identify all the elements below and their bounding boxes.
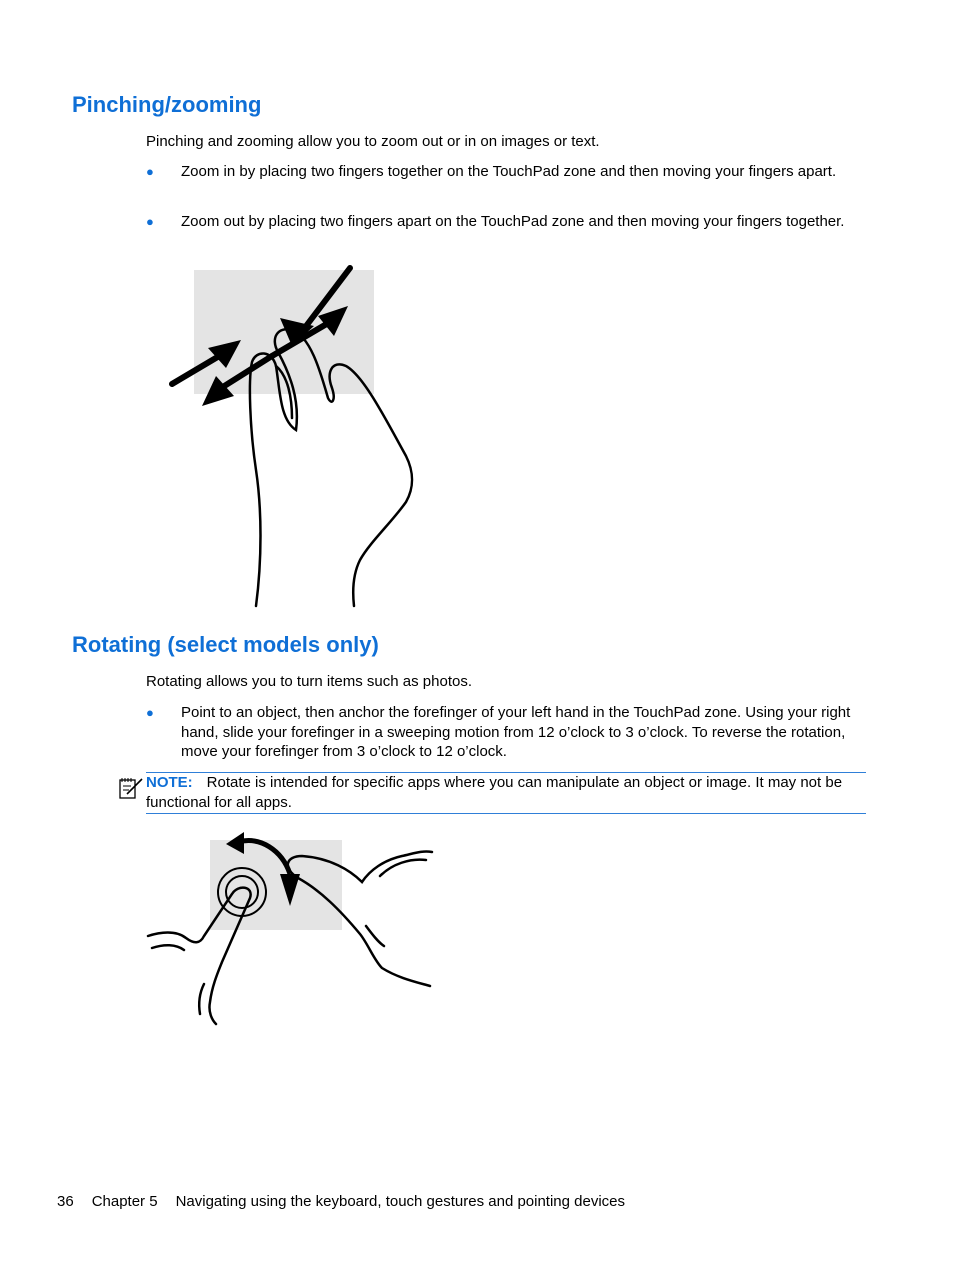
pinching-intro: Pinching and zooming allow you to zoom out or in on images or text. [146, 133, 600, 150]
list-item-text: Zoom in by placing two fingers together on the TouchPad zone and then moving your fingers apart. [181, 163, 837, 180]
list-item [146, 212, 868, 252]
chapter-title: Navigating using the keyboard, touch gestures and pointing devices [175, 1193, 626, 1210]
list-item [146, 703, 868, 763]
pinch-zoom-illustration [160, 260, 430, 610]
note-text [146, 773, 866, 812]
bullet-dot-icon: ● [146, 214, 154, 229]
rotating-intro: Rotating allows you to turn items such as photos. [146, 673, 473, 690]
heading-rotating: Rotating (select models only) [72, 632, 379, 657]
note-pad-icon [118, 776, 144, 800]
chapter-label: Chapter 5 [91, 1193, 158, 1210]
page-number: 36 [57, 1193, 74, 1210]
note-label: NOTE: [146, 774, 193, 791]
list-item [146, 162, 868, 202]
rotate-illustration [140, 826, 440, 1026]
note-body: Rotate is intended for specific apps where you can manipulate an object or image. It may not be functional for all apps. [146, 774, 843, 811]
page-footer [57, 1192, 643, 1211]
bullet-dot-icon: ● [146, 705, 154, 720]
list-item-text: Point to an object, then anchor the forefinger of your left hand in the TouchPad zone. Using your right hand, slide your forefinger in a sweeping motion from 12 o’clock to 3 o’clock. To reverse the rotation, move your forefinger from 3 o’clock to 12 o’clock. [181, 704, 851, 760]
list-item-text: Zoom out by placing two fingers apart on the TouchPad zone and then moving your fingers together. [181, 213, 845, 230]
bullet-dot-icon: ● [146, 164, 154, 179]
heading-pinching-zooming: Pinching/zooming [72, 92, 262, 117]
note-box [146, 772, 866, 814]
